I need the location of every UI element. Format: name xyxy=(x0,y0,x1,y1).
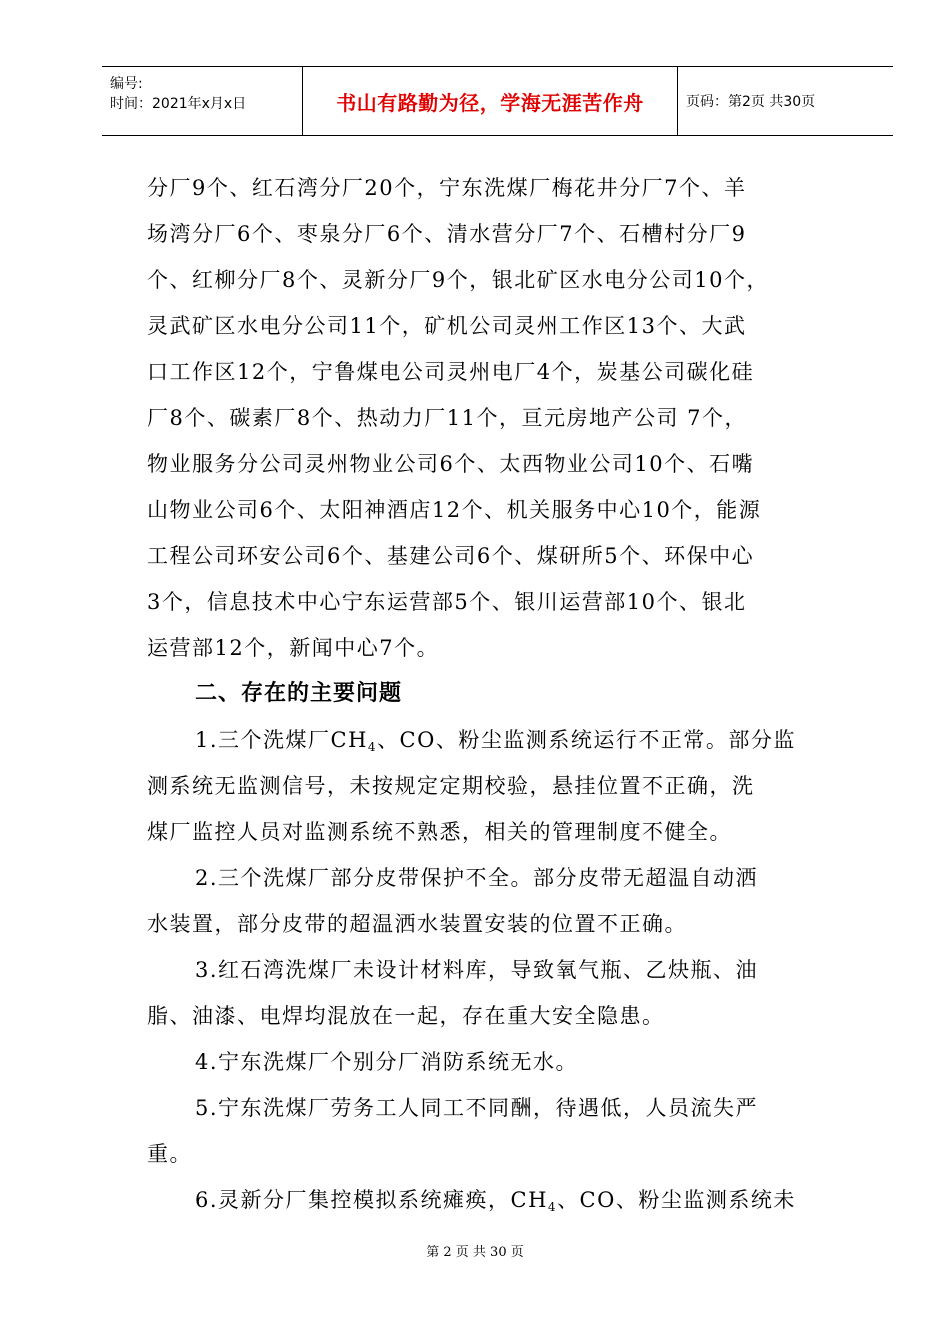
item-1-line-1 xyxy=(147,717,859,763)
text-line: 分厂9个、红石湾分厂20个，宁东洗煤厂梅花井分厂7个、羊 xyxy=(147,176,747,200)
page-footer: 第 2 页 共 30 页 xyxy=(426,1245,524,1260)
item-1-line-2: 测系统无监测信号，未按规定定期校验，悬挂位置不正确，洗 xyxy=(147,774,755,798)
text-line: 口工作区12个，宁鲁煤电公司灵州电厂4个，炭基公司碳化硅 xyxy=(147,360,755,384)
item-6-text-b: 、CO、粉尘监测系统未 xyxy=(557,1188,796,1212)
item-5-line-1: 5.宁东洗煤厂劳务工人同工不同酬，待遇低，人员流失严 xyxy=(195,1096,759,1120)
item-1-text-a: 1.三个洗煤厂CH xyxy=(195,728,368,752)
text-line: 工程公司环安公司6个、基建公司6个、煤研所5个、环保中心 xyxy=(147,544,755,568)
item-4-line-1: 4.宁东洗煤厂个别分厂消防系统无水。 xyxy=(195,1050,579,1074)
page-header xyxy=(102,66,893,136)
section-heading: 二、存在的主要问题 xyxy=(195,681,403,706)
text-line: 灵武矿区水电分公司11个，矿机公司灵州工作区13个、大武 xyxy=(147,314,747,338)
item-1-line-3: 煤厂监控人员对监测系统不熟悉，相关的管理制度不健全。 xyxy=(147,820,732,844)
text-line: 厂8个、碳素厂8个、热动力厂11个，亘元房地产公司 7个， xyxy=(147,406,747,430)
header-slogan-cell xyxy=(303,67,678,135)
page-code: 页码：第2页 共30页 xyxy=(686,94,816,110)
item-6-text-a: 6.灵新分厂集控模拟系统瘫痪，CH xyxy=(195,1188,548,1212)
text-line: 个、红柳分厂8个、灵新分厂9个，银北矿区水电分公司10个， xyxy=(147,268,769,292)
document-body xyxy=(147,165,859,1223)
header-page-cell xyxy=(678,67,893,135)
item-1-subscript: 4 xyxy=(367,740,378,754)
item-3-line-1: 3.红石湾洗煤厂未设计材料库，导致氧气瓶、乙炔瓶、油 xyxy=(195,958,759,982)
time-label: 时间：2021年x月x日 xyxy=(110,96,247,112)
item-6-line-1 xyxy=(147,1177,859,1223)
item-2-line-1: 2.三个洗煤厂部分皮带保护不全。部分皮带无超温自动洒 xyxy=(195,866,759,890)
item-3-line-2: 脂、油漆、电焊均混放在一起，存在重大安全隐患。 xyxy=(147,1004,665,1028)
text-line: 山物业公司6个、太阳神酒店12个、机关服务中心10个，能源 xyxy=(147,498,762,522)
item-2-line-2: 水装置，部分皮带的超温洒水装置安装的位置不正确。 xyxy=(147,912,687,936)
number-label: 编号: xyxy=(110,76,143,92)
header-meta-cell xyxy=(102,67,303,135)
text-line: 运营部12个，新闻中心7个。 xyxy=(147,636,440,660)
item-1-text-b: 、CO、粉尘监测系统运行不正常。部分监 xyxy=(377,728,796,752)
item-5-line-2: 重。 xyxy=(147,1142,192,1166)
item-6-subscript: 4 xyxy=(547,1200,558,1214)
text-line: 3个，信息技术中心宁东运营部5个、银川运营部10个、银北 xyxy=(147,590,747,614)
slogan: 书山有路勤为径，学海无涯苦作舟 xyxy=(336,90,644,115)
text-line: 场湾分厂6个、枣泉分厂6个、清水营分厂7个、石槽村分厂9 xyxy=(147,222,747,246)
text-line: 物业服务分公司灵州物业公司6个、太西物业公司10个、石嘴 xyxy=(147,452,755,476)
